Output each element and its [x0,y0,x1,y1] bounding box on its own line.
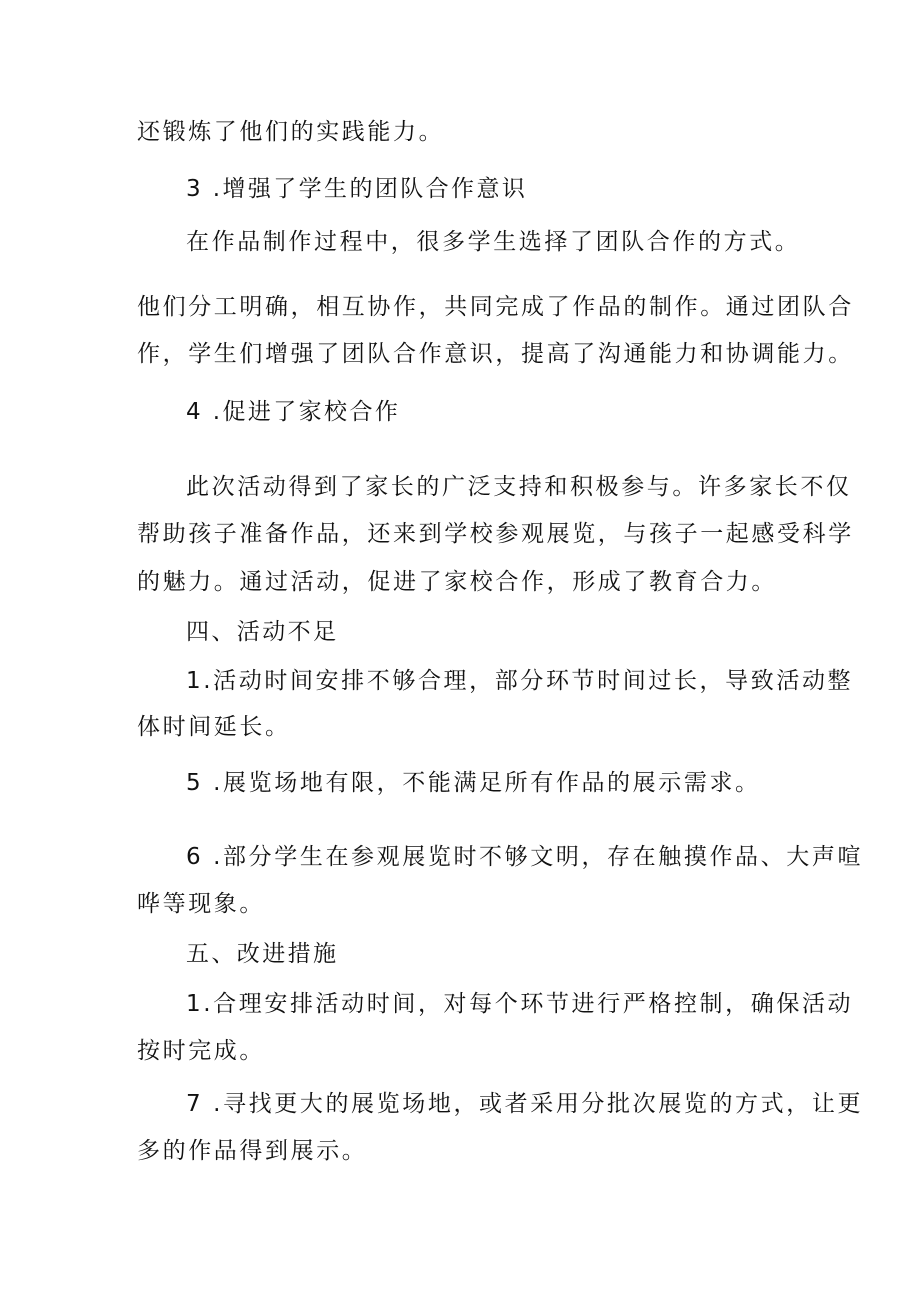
shortcoming-5: 5 .展览场地有限，不能满足所有作品的展示需求。 [186,770,761,796]
paragraph-teamwork-line-2: 他们分工明确，相互协作，共同完成了作品的制作。通过团队合 [137,294,854,320]
improvement-7-line-1: 7 .寻找更大的展览场地，或者采用分批次展览的方式，让更 [186,1091,864,1117]
improvement-7-line-2: 多的作品得到展示。 [137,1138,368,1164]
shortcoming-6-line-1: 6 .部分学生在参观展览时不够文明，存在触摸作品、大声喧 [186,844,864,870]
paragraph-teamwork-line-3: 作，学生们增强了团队合作意识，提高了沟通能力和协调能力。 [137,341,854,367]
improvement-1-line-2: 按时完成。 [137,1038,265,1064]
shortcoming-6-line-2: 哗等现象。 [137,891,265,917]
shortcoming-1-line-1: 1.活动时间安排不够合理，部分环节时间过长，导致活动整 [186,668,854,694]
improvement-1-line-1: 1.合理安排活动时间，对每个环节进行严格控制，确保活动 [186,991,854,1017]
heading-home-school: 4 .促进了家校合作 [186,399,401,425]
paragraph-practice-line-1: 还锻炼了他们的实践能力。 [137,119,445,145]
paragraph-home-school-line-2: 帮助孩子准备作品，还来到学校参观展览，与孩子一起感受科学 [137,521,854,547]
heading-teamwork: 3 .增强了学生的团队合作意识 [186,176,528,202]
section-title-improvements: 五、改进措施 [186,941,339,967]
section-title-shortcomings: 四、活动不足 [186,619,339,645]
paragraph-home-school-line-3: 的魅力。通过活动，促进了家校合作，形成了教育合力。 [137,569,777,595]
paragraph-teamwork-line-1: 在作品制作过程中，很多学生选择了团队合作的方式。 [186,229,801,255]
shortcoming-1-line-2: 体时间延长。 [137,714,291,740]
paragraph-home-school-line-1: 此次活动得到了家长的广泛支持和积极参与。许多家长不仅 [186,474,852,500]
